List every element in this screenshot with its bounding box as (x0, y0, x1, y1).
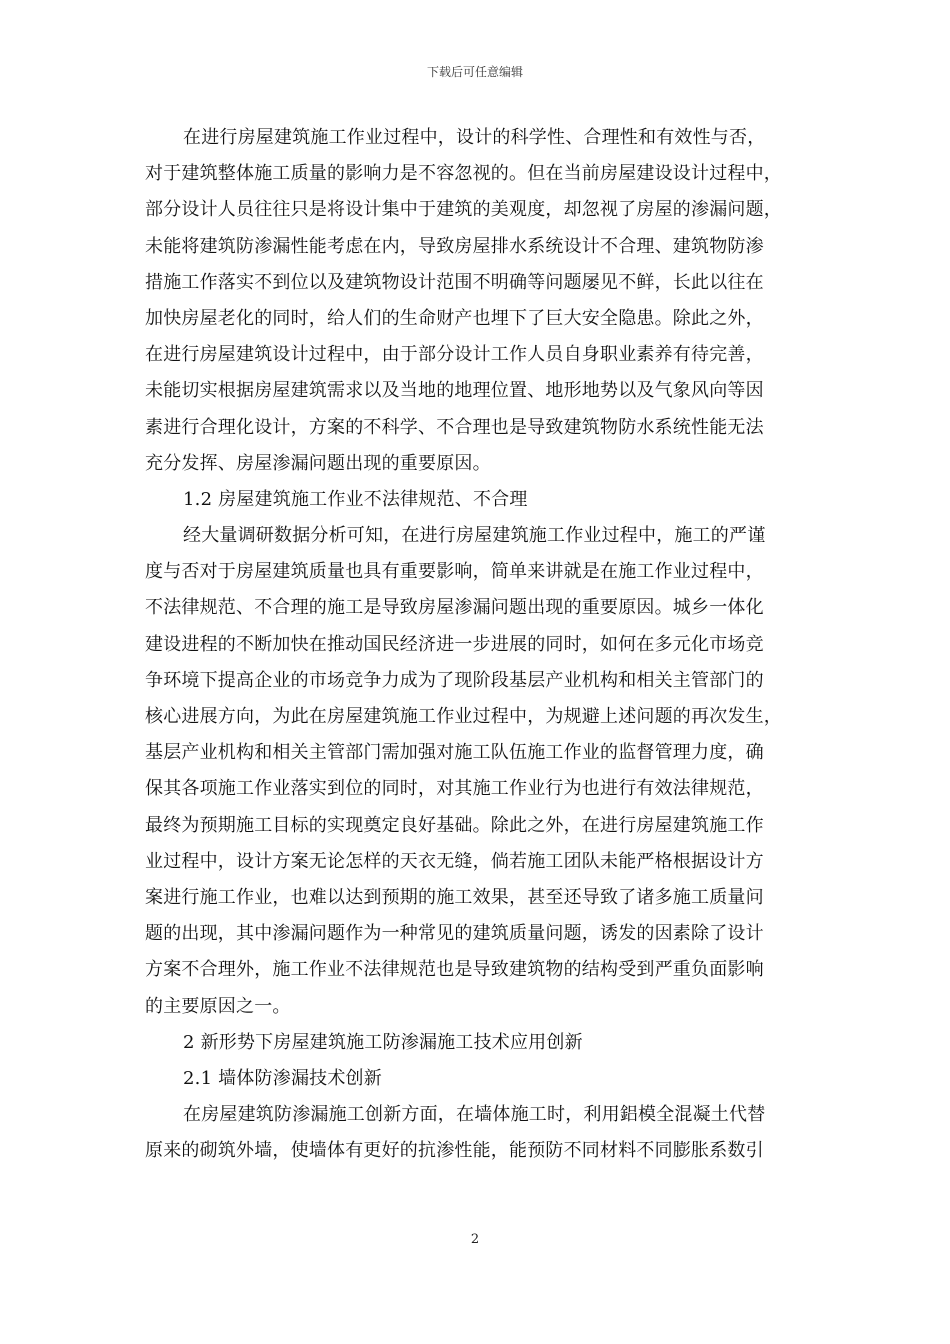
paragraph-line: 素进行合理化设计，方案的不科学、不合理也是导致建筑物防水系统性能无法 (145, 416, 764, 438)
paragraph-line: 未能将建筑防渗漏性能考虑在内，导致房屋排水系统设计不合理、建筑物防渗 (145, 235, 764, 257)
paragraph-line: 加快房屋老化的同时，给人们的生命财产也埋下了巨大安全隐患。除此之外， (145, 307, 764, 329)
paragraph-line: 未能切实根据房屋建筑需求以及当地的地理位置、地形地势以及气象风向等因 (145, 380, 764, 402)
paragraph-line: 保其各项施工作业落实到位的同时，对其施工作业行为也进行有效法律规范， (145, 778, 764, 800)
page-header: 下载后可任意编辑 (426, 65, 523, 79)
paragraph-line: 对于建筑整体施工质量的影响力是不容忽视的。但在当前房屋建设设计过程中， (145, 163, 782, 185)
paragraph-line: 案进行施工作业，也难以达到预期的施工效果，甚至还导致了诸多施工质量问 (145, 886, 764, 908)
paragraph-line: 部分设计人员往往只是将设计集中于建筑的美观度，却忽视了房屋的渗漏问题， (145, 199, 782, 221)
paragraph-line: 经大量调研数据分析可知，在进行房屋建筑施工作业过程中，施工的严谨 (183, 525, 766, 547)
paragraph-line: 业过程中，设计方案无论怎样的天衣无缝，倘若施工团队未能严格根据设计方 (145, 850, 764, 872)
paragraph-line: 原来的砌筑外墙，使墙体有更好的抗渗性能，能预防不同材料不同膨胀系数引 (145, 1140, 764, 1162)
paragraph-line: 题的出现，其中渗漏问题作为一种常见的建筑质量问题，诱发的因素除了设计 (145, 923, 764, 945)
paragraph-line: 基层产业机构和相关主管部门需加强对施工队伍施工作业的监督管理力度，确 (145, 742, 764, 764)
paragraph-line: 充分发挥、房屋渗漏问题出现的重要原因。 (145, 452, 491, 474)
paragraph-line: 建设进程的不断加快在推动国民经济进一步进展的同时，如何在多元化市场竞 (145, 633, 764, 655)
document-body (145, 120, 807, 1169)
paragraph-line: 的主要原因之一。 (145, 995, 291, 1017)
paragraph-line: 度与否对于房屋建筑质量也具有重要影响，简单来讲就是在施工作业过程中， (145, 561, 764, 583)
paragraph-line: 最终为预期施工目标的实现奠定良好基础。除此之外，在进行房屋建筑施工作 (145, 814, 764, 836)
paragraph-line: 在房屋建筑防渗漏施工创新方面，在墙体施工时，利用鋁模全混凝土代替 (183, 1104, 766, 1126)
paragraph-line: 争环境下提高企业的市场竞争力成为了现阶段基层产业机构和相关主管部门的 (145, 669, 764, 691)
paragraph-line: 在进行房屋建筑设计过程中，由于部分设计工作人员自身职业素养有待完善， (145, 344, 764, 366)
section-heading: 1.2 房屋建筑施工作业不法律规范、不合理 (183, 488, 528, 510)
page-number: 2 (470, 1232, 480, 1247)
paragraph-line: 方案不合理外，施工作业不法律规范也是导致建筑物的结构受到严重负面影响 (145, 959, 764, 981)
paragraph-line: 措施工作落实不到位以及建筑物设计范围不明确等问题屡见不鲜，长此以往在 (145, 271, 764, 293)
paragraph-line: 不法律规范、不合理的施工是导致房屋渗漏问题出现的重要原因。城乡一体化 (145, 597, 764, 619)
section-heading: 2 新形势下房屋建筑施工防渗漏施工技术应用创新 (183, 1031, 583, 1053)
section-heading: 2.1 墙体防渗漏技术创新 (183, 1067, 382, 1089)
paragraph-line: 核心进展方向，为此在房屋建筑施工作业过程中，为规避上述问题的再次发生， (145, 706, 782, 727)
paragraph-line: 在进行房屋建筑施工作业过程中，设计的科学性、合理性和有效性与否， (183, 127, 766, 148)
